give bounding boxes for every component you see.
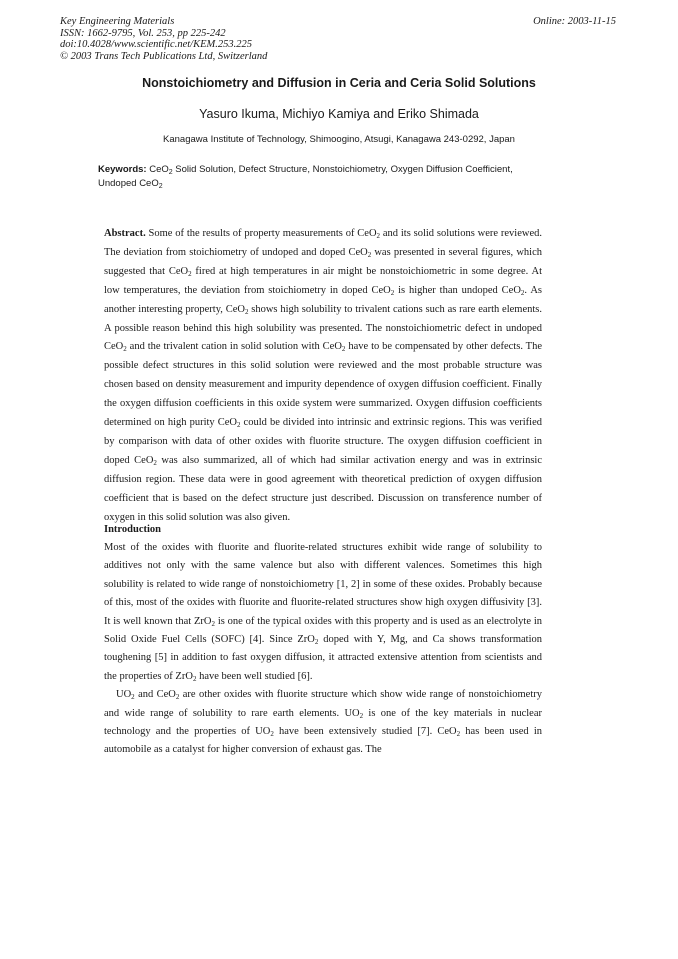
abstract-text: Some of the results of property measurements of CeO	[145, 228, 377, 239]
subscript: 2	[390, 288, 395, 297]
subscript: 2	[236, 421, 241, 430]
abstract-text: was also summarized, all of which had similar activation energy and was in extrinsic diffusion region. These data were in good agreement with theoretical prediction of oxygen diffusion coefficient that is based on the defect structure just described. Discussion on transference number of oxygen in this solid solution was also given.	[104, 454, 542, 523]
subscript: 2	[359, 711, 364, 720]
introduction-heading: Introduction	[104, 524, 161, 535]
online-date: Online: 2003-11-15	[533, 16, 616, 27]
subscript: 2	[244, 307, 249, 316]
abstract-text: was presented in several figures, which suggested that CeO	[104, 246, 542, 277]
subscript: 2	[153, 458, 157, 467]
keywords-text: CeO	[149, 164, 169, 175]
abstract-text: have to be compensated by other defects. The possible defect structures in this solid solution were reviewed and the most probable structure was chosen based on density measurement and impurity dependence of oxygen diffusion coefficient. Finally the oxygen diffusion coefficients in this oxide system were summarized. Oxygen diffusion coefficients determined on high purity CeO	[104, 341, 542, 429]
intro-text: Most of the oxides with fluorite and fluorite-related structures exhibit wide range of solubility to additives not only with the same valence but also with different valences. Sometimes this high solubility is related to wide range of nonstoichiometry [1, 2] in some of these oxides. Probably because of this, most of the oxides with fluorite and fluorite-related structures show high oxygen diffusivity [3]. It is well known that ZrO	[104, 542, 542, 627]
intro-paragraph-2	[104, 686, 542, 760]
subscript: 2	[123, 345, 127, 354]
abstract-text: and its solid solutions were reviewed. The deviation from stoichiometry of undoped and doped CeO	[104, 228, 542, 258]
subscript: 2	[188, 269, 192, 278]
intro-text: have been extensively studied [7]. CeO	[273, 726, 457, 738]
intro-text: has been used in automobile as a catalyst for higher conversion of exhaust gas. The	[104, 726, 542, 756]
intro-text: and CeO	[134, 689, 176, 701]
subscript: 2	[158, 183, 163, 190]
author-list: Yasuro Ikuma, Michiyo Kamiya and Eriko Shimada	[199, 107, 479, 121]
copyright-line: © 2003 Trans Tech Publications Ltd, Switzerland	[60, 50, 268, 62]
subscript: 2	[192, 674, 197, 683]
journal-name: Key Engineering Materials	[60, 16, 175, 27]
subscript: 2	[376, 232, 381, 240]
abstract-label: Abstract.	[104, 228, 146, 239]
keywords	[98, 163, 546, 191]
subscript: 2	[456, 730, 461, 739]
abstract-text: and the trivalent cation in solid solution with CeO	[126, 341, 342, 353]
subscript: 2	[211, 619, 215, 628]
subscript: 2	[131, 693, 135, 702]
keywords-label: Keywords:	[98, 164, 147, 175]
abstract	[104, 225, 542, 528]
issn-line: ISSN: 1662-9795, Vol. 253, pp 225-242	[60, 27, 226, 39]
subscript: 2	[168, 169, 173, 176]
abstract-text: . As another interesting property, CeO	[104, 284, 542, 315]
intro-paragraph-1	[104, 539, 542, 686]
abstract-text: could be divided into intrinsic and extrinsic regions. This was verified by comparison with data of other oxides with fluorite structure. The oxygen diffusion coefficient in doped CeO	[104, 417, 542, 466]
intro-text: are other oxides with fluorite structure which show wide range of nonstoichiometry and wide range of solubility to rare earth elements. UO	[104, 689, 542, 719]
subscript: 2	[314, 638, 319, 647]
keywords-text: Solid Solution, Defect Structure, Nonstoichiometry, Oxygen Diffusion Coefficient, Undoped CeO	[98, 164, 513, 189]
subscript: 2	[367, 250, 372, 259]
subscript: 2	[270, 730, 274, 739]
subscript: 2	[341, 345, 346, 354]
intro-text: UO	[116, 689, 132, 701]
abstract-text: fired at high temperatures in air might be nonstoichiometric in some degree. At low temperatures, the deviation from stoichiometry in doped CeO	[104, 265, 542, 296]
abstract-text: shows high solubility to trivalent cations such as rare earth elements. A possible reason behind this high solubility was presented. The nonstoichiometric defect in undoped CeO	[104, 303, 542, 353]
intro-text: is one of the typical oxides with this property and is used as an electrolyte in Solid Oxide Fuel Cells (SOFC) [4]. Since ZrO	[104, 615, 542, 646]
paper-title: Nonstoichiometry and Diffusion in Ceria and Ceria Solid Solutions	[142, 76, 536, 90]
intro-text: have been well studied [6].	[196, 670, 313, 682]
abstract-text: is higher than undoped CeO	[394, 284, 521, 296]
journal-header	[60, 16, 267, 62]
doi-line: doi:10.4028/www.scientific.net/KEM.253.225	[60, 39, 252, 50]
introduction-body	[104, 539, 542, 760]
subscript: 2	[175, 693, 180, 702]
intro-text: doped with Y, Mg, and Ca shows transformation toughening [5] in addition to fast oxygen diffusion, it attracted extensive attention from scientists and the properties of ZrO	[104, 634, 542, 682]
intro-text: is one of the key materials in nuclear technology and the properties of UO	[104, 707, 542, 738]
subscript: 2	[520, 288, 525, 297]
affiliation: Kanagawa Institute of Technology, Shimoogino, Atsugi, Kanagawa 243-0292, Japan	[163, 134, 515, 145]
